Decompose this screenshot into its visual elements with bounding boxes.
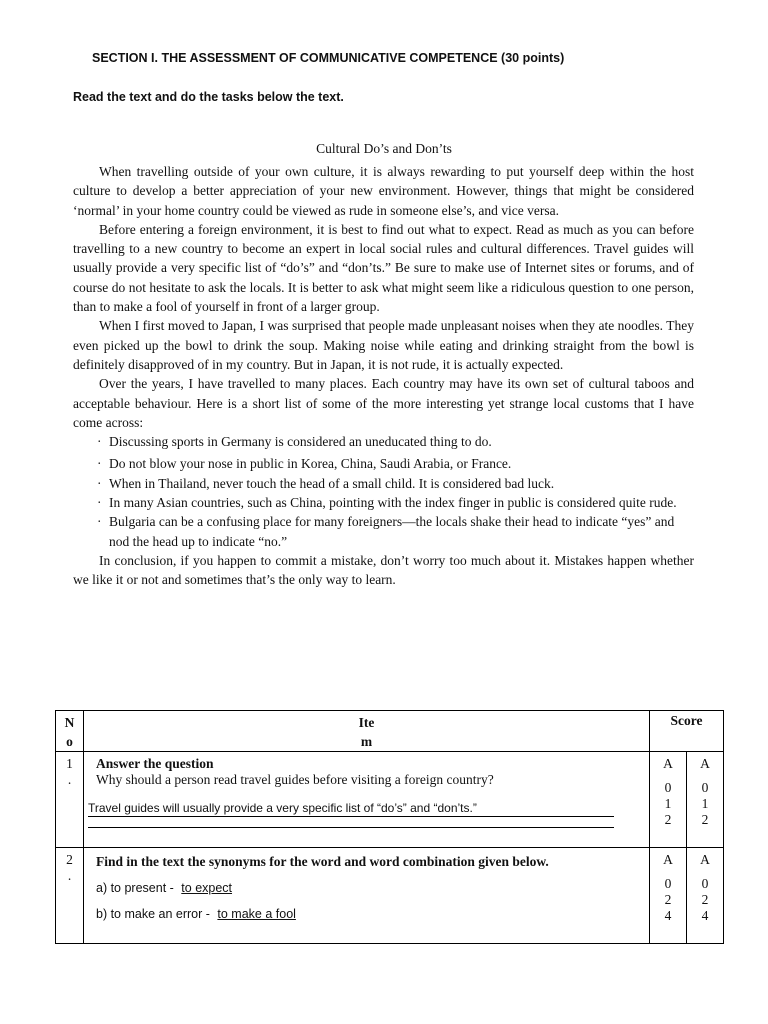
- paragraph: When I first moved to Japan, I was surprised that people made unpleasant noises when they ate noodles. They even picked up the bowl to drink the soup. Making noise while eating and drinking straight from the bowl is definitely disapproved of in my country. But in Japan, it is not rude, it is actually expected.: [73, 318, 694, 372]
- customs-list: [73, 432, 694, 551]
- list-item: · In many Asian countries, such as China, pointing with the index finger in public is considered quite rude.: [73, 493, 694, 512]
- task-title: Find in the text the synonyms for the word and word combination given below.: [96, 854, 549, 869]
- score-column-b: A 0 1 2: [687, 752, 724, 848]
- table-header-row: [56, 711, 724, 752]
- section-title: SECTION I. THE ASSESSMENT OF COMMUNICATIVE COMPETENCE (30 points): [92, 51, 565, 65]
- bullet-icon: ·: [97, 514, 102, 530]
- text-title: Cultural Do’s and Don’ts: [316, 141, 452, 156]
- column-header-item: Ite m: [84, 711, 650, 752]
- score-column-b: A 0 2 4: [687, 848, 724, 944]
- task-table: [55, 710, 724, 944]
- score-column-a: A 0 1 2: [650, 752, 687, 848]
- list-item: · When in Thailand, never touch the head of a small child. It is considered bad luck.: [73, 474, 694, 493]
- answer-line[interactable]: [88, 827, 614, 828]
- synonym-prompt: a) to present -: [96, 881, 178, 895]
- task-cell: [84, 848, 650, 944]
- bullet-icon: ·: [97, 495, 102, 511]
- row-number: 1 .: [56, 752, 84, 848]
- answer-field[interactable]: Travel guides will usually provide a very specific list of “do’s” and “don’ts.”: [88, 800, 614, 817]
- question-text: Why should a person read travel guides before visiting a foreign country?: [96, 772, 494, 787]
- table-row: [56, 848, 724, 944]
- synonym-prompt: b) to make an error -: [96, 907, 214, 921]
- column-header-score: Score: [650, 711, 724, 752]
- bullet-icon: ·: [97, 475, 102, 491]
- synonym-answer[interactable]: to expect: [181, 881, 233, 895]
- synonym-answer[interactable]: to make a fool: [217, 907, 296, 921]
- bullet-icon: ·: [97, 456, 102, 472]
- score-column-a: A 0 2 4: [650, 848, 687, 944]
- list-item: · Discussing sports in Germany is considered an uneducated thing to do.: [73, 432, 694, 451]
- task-title: Answer the question: [96, 756, 214, 771]
- synonym-item: [96, 905, 649, 923]
- synonym-item: [96, 879, 649, 897]
- task-cell: [84, 752, 650, 848]
- instruction: Read the text and do the tasks below the text.: [73, 90, 344, 104]
- column-header-no: N o: [56, 711, 84, 752]
- bullet-icon: ·: [97, 434, 102, 450]
- paragraph: Over the years, I have travelled to many places. Each country may have its own set of cultural taboos and acceptable behaviour. Here is a short list of some of the more interesting yet strange local customs that I have come across:: [73, 376, 694, 430]
- row-number: 2 .: [56, 848, 84, 944]
- conclusion-paragraph: In conclusion, if you happen to commit a mistake, don’t worry too much about it. Mistakes happen whether we like it or not and sometimes that’s the only way to learn.: [73, 552, 694, 588]
- paragraph: Before entering a foreign environment, it is best to find out what to expect. Read as much as you can before travelling to a new country to become an expert in local social rules and cultural differences. Travel guides will usually provide a very specific list of “do’s” and “don’ts.” Be sure to make use of Internet sites or forums, and of course do not hesitate to ask the locals. It is better to ask what might seem like a ridiculous question to one person, than to make a fool of yourself in front of a larger group.: [73, 221, 694, 315]
- reading-text: [73, 162, 694, 590]
- paragraph: When travelling outside of your own culture, it is always rewarding to put yourself deep within the host culture to develop a better appreciation of your new environment. However, things that might be considered ‘normal’ in your home country could be viewed as rude in someone else’s, and vice versa.: [73, 164, 694, 218]
- list-item: · Bulgaria can be a confusing place for many foreigners—the locals shake their head to indicate “yes” and nod the head up to indicate “no.”: [97, 514, 675, 549]
- list-item: · Do not blow your nose in public in Korea, China, Saudi Arabia, or France.: [73, 454, 694, 473]
- table-row: [56, 752, 724, 848]
